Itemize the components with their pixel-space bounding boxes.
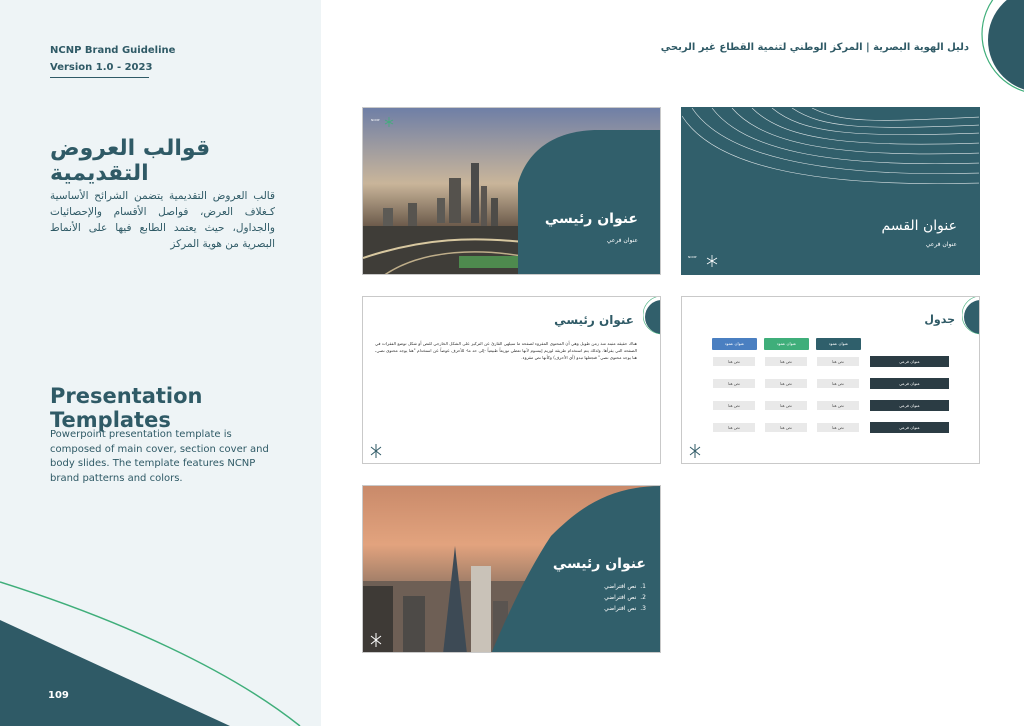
section-subtitle: عنوان فرعي xyxy=(925,241,957,248)
row-header: عنوان فرعي xyxy=(870,400,949,411)
slide-table xyxy=(681,296,980,464)
svg-text:NCNP: NCNP xyxy=(688,255,697,259)
ncnp-logo-white xyxy=(688,252,718,270)
ncnp-mark xyxy=(369,443,383,459)
column-header: عنوان عمود xyxy=(712,338,757,350)
column-header: عنوان عمود xyxy=(816,338,861,350)
breadcrumb: دليل الهوية البصرية | المركز الوطني لتنمية القطاع غير الربحي xyxy=(660,42,969,53)
table-cell: نص هنا xyxy=(713,401,755,410)
description-arabic: قالب العروض التقديمية يتضمن الشرائح الأساسية كـغلاف العرض، فواصل الأقسام والإحصائيات والجداول، حيث يعتمد الطابع فيها على الأنماط البصرية من هوية المركز xyxy=(50,190,275,250)
table-cell: نص هنا xyxy=(713,379,755,388)
body-paragraph: هناك حقيقة مثبتة منذ زمن طويل وهي أن المحتوى المقروء لصفحة ما سيلهي القارئ عن التركيز على الشكل الخارجي للنص أو شكل توضع الفقرات في الصفحة التي يقرأها. ولذلك يتم استخدام طريقة لوريم إيبسوم لأنها تعطي توزيعاً طبيعياً -إلى حد ما- للأحرف عوضاً عن استخدام "هنا يوجد محتوى نصي، هنا يوجد محتوى نصي" فتجعلها تبدو (أي الأحرف) وكأنها نص مقروء. xyxy=(375,341,637,360)
corner-semicircle xyxy=(962,297,980,337)
table-cell: نص هنا xyxy=(765,379,807,388)
table-cell: نص هنا xyxy=(765,423,807,432)
title-english: Presentation Templates xyxy=(50,384,203,432)
list-item: 2. نص افتراضي xyxy=(604,594,646,601)
row-header: عنوان فرعي xyxy=(870,356,949,367)
brand-line-2: Version 1.0 - 2023 xyxy=(50,62,153,73)
slide-main-cover xyxy=(362,107,661,275)
list-item: 3. نص افتراضي xyxy=(604,605,646,612)
body-title: عنوان رئيسي xyxy=(554,313,634,327)
line-pattern xyxy=(682,108,980,275)
list-items xyxy=(604,581,646,614)
cover-title: عنوان رئيسي xyxy=(544,211,638,227)
table-cell: نص هنا xyxy=(817,401,859,410)
slide-body-text xyxy=(362,296,661,464)
ncnp-mark-white xyxy=(369,632,383,648)
title-arabic: قوالب العروض التقديمية xyxy=(50,136,211,186)
ncnp-mark xyxy=(688,443,702,459)
column-header: عنوان عمود xyxy=(764,338,809,350)
table-cell: نص هنا xyxy=(713,423,755,432)
list-title: عنوان رئيسي xyxy=(552,556,646,572)
table-cell: نص هنا xyxy=(765,357,807,366)
table-cell: نص هنا xyxy=(817,423,859,432)
corner-semicircle xyxy=(643,297,661,337)
table-title: جدول xyxy=(924,313,955,326)
corner-pattern xyxy=(0,560,321,726)
brand-header xyxy=(50,42,175,76)
row-header: عنوان فرعي xyxy=(870,422,949,433)
row-header: عنوان فرعي xyxy=(870,378,949,389)
description-english: Powerpoint presentation template is composed of main cover, section cover and body slides. The template features NCNP brand patterns and colors. xyxy=(50,429,269,484)
cover-shape xyxy=(518,108,661,275)
table-cell: نص هنا xyxy=(765,401,807,410)
table-cell: نص هنا xyxy=(817,357,859,366)
table-cell: نص هنا xyxy=(817,379,859,388)
page-number: 109 xyxy=(48,690,69,701)
ncnp-logo xyxy=(371,114,395,128)
header-underline xyxy=(50,77,149,78)
corner-arc xyxy=(980,0,1024,110)
svg-text:NCNP: NCNP xyxy=(371,118,380,122)
list-item: 1. نص افتراضي xyxy=(604,583,646,590)
brand-line-1: NCNP Brand Guideline xyxy=(50,45,176,56)
slide-section-cover xyxy=(681,107,980,275)
section-title: عنوان القسم xyxy=(881,218,957,234)
sidebar-panel xyxy=(0,0,321,726)
slide-list xyxy=(362,485,661,653)
cover-subtitle: عنوان فرعي xyxy=(606,237,638,244)
table-cell: نص هنا xyxy=(713,357,755,366)
